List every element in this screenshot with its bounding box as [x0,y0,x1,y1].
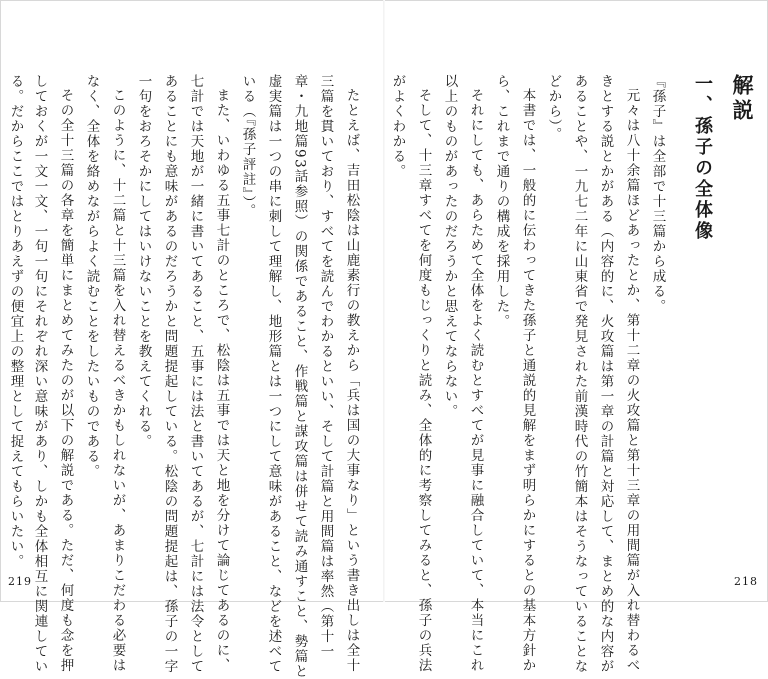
left-page-line: いる（『孫子評註』）。 [239,74,256,219]
right-page-line: がよくわかる。 [389,74,406,179]
page-number-right: 218 [734,575,758,588]
left-page-line: その全十三篇の各章を簡単にまとめてみたのが以下の解説である。ただ、何度も念を押 [57,88,74,673]
left-page-line: このように、十二篇と十三篇を入れ替えるべきかもしれないが、あまりこだわる必要は [109,88,126,673]
left-page-line: あることにも意味があるのだろうかと問題提起している。松陰の問題提起は、孫子の一字 [161,74,178,674]
book-gutter [383,0,385,602]
left-page-line: る。だからここではとりあえずの便宜上の整理として捉えてもらいたい。 [7,74,24,569]
right-page-line: そして、十三章すべてを何度もじっくりと読み、全体的に考察してみると、孫子の兵法 [415,88,432,673]
left-page-line: しておくが一文一文、一句一句にそれぞれ深い意味があり、しかも全体相互に関連してい [31,74,48,674]
page-number-left: 219 [8,575,32,588]
left-page-line: なく、全体を絡めながらよく読むことをしたいものである。 [83,74,100,479]
right-page-line: 元々は八十余篇ほどあったとか、第十二章の火攻篇と第十三章の用間篇が入れ替わるべ [623,88,640,673]
right-page-line: 『孫子』は全部で十三篇から成る。 [649,74,666,314]
sub-title: 一、孫子の全体像 [692,74,713,242]
right-page-line: きとする説とかがある（内容的に、火攻篇は第一章の計篇と対応して、まとめ的な内容が [597,74,614,674]
left-page-line: 章・九地篇93話参照）の関係であること、作戦篇と謀攻篇は併せて読み通すこと、勢篇と [291,74,308,679]
right-page-line: それにしても、あらためて全体をよく読むとすべてが見事に融合していて、本当にこれ [467,88,484,673]
left-page-line: 一句をおろそかにしてはいけないことを教えてくれる。 [135,74,152,449]
right-page-line: ら、これまで通りの構成を採用した。 [493,74,510,329]
left-page-line: たとえば、吉田松陰は山鹿素行の教えから「兵は国の大事なり」という書き出しは全十 [343,88,360,673]
right-page-line: どから）。 [545,74,562,143]
left-page-line: 虚実篇は一つの串に刺して理解し、地形篇とは一つにして意味があること、などを述べて [265,74,282,674]
right-page-line: あることや、一九七二年に山東省で発見された前漢時代の竹簡本はそうなっていることな [571,74,588,674]
left-page-line: また、いわゆる五事七計のところで、松陰は五事では天と地を分けて論じてあるのに、 [213,88,230,673]
right-page-line: 本書では、一般的に伝わってきた孫子と通説的見解をまず明らかにするとの基本方針か [519,88,536,673]
left-page-line: 七計では天地が一緒に書いてあること、五事には法と書いてあるが、七計には法令として [187,74,204,674]
left-page-line: 三篇を貫いており、すべてを読んでわかるといい、そして計篇と用間篇は率然（第十一 [317,74,334,659]
section-title: 解説 [730,74,755,124]
right-page-line: 以上のものがあったのだろうかと思えてならない。 [441,74,458,419]
